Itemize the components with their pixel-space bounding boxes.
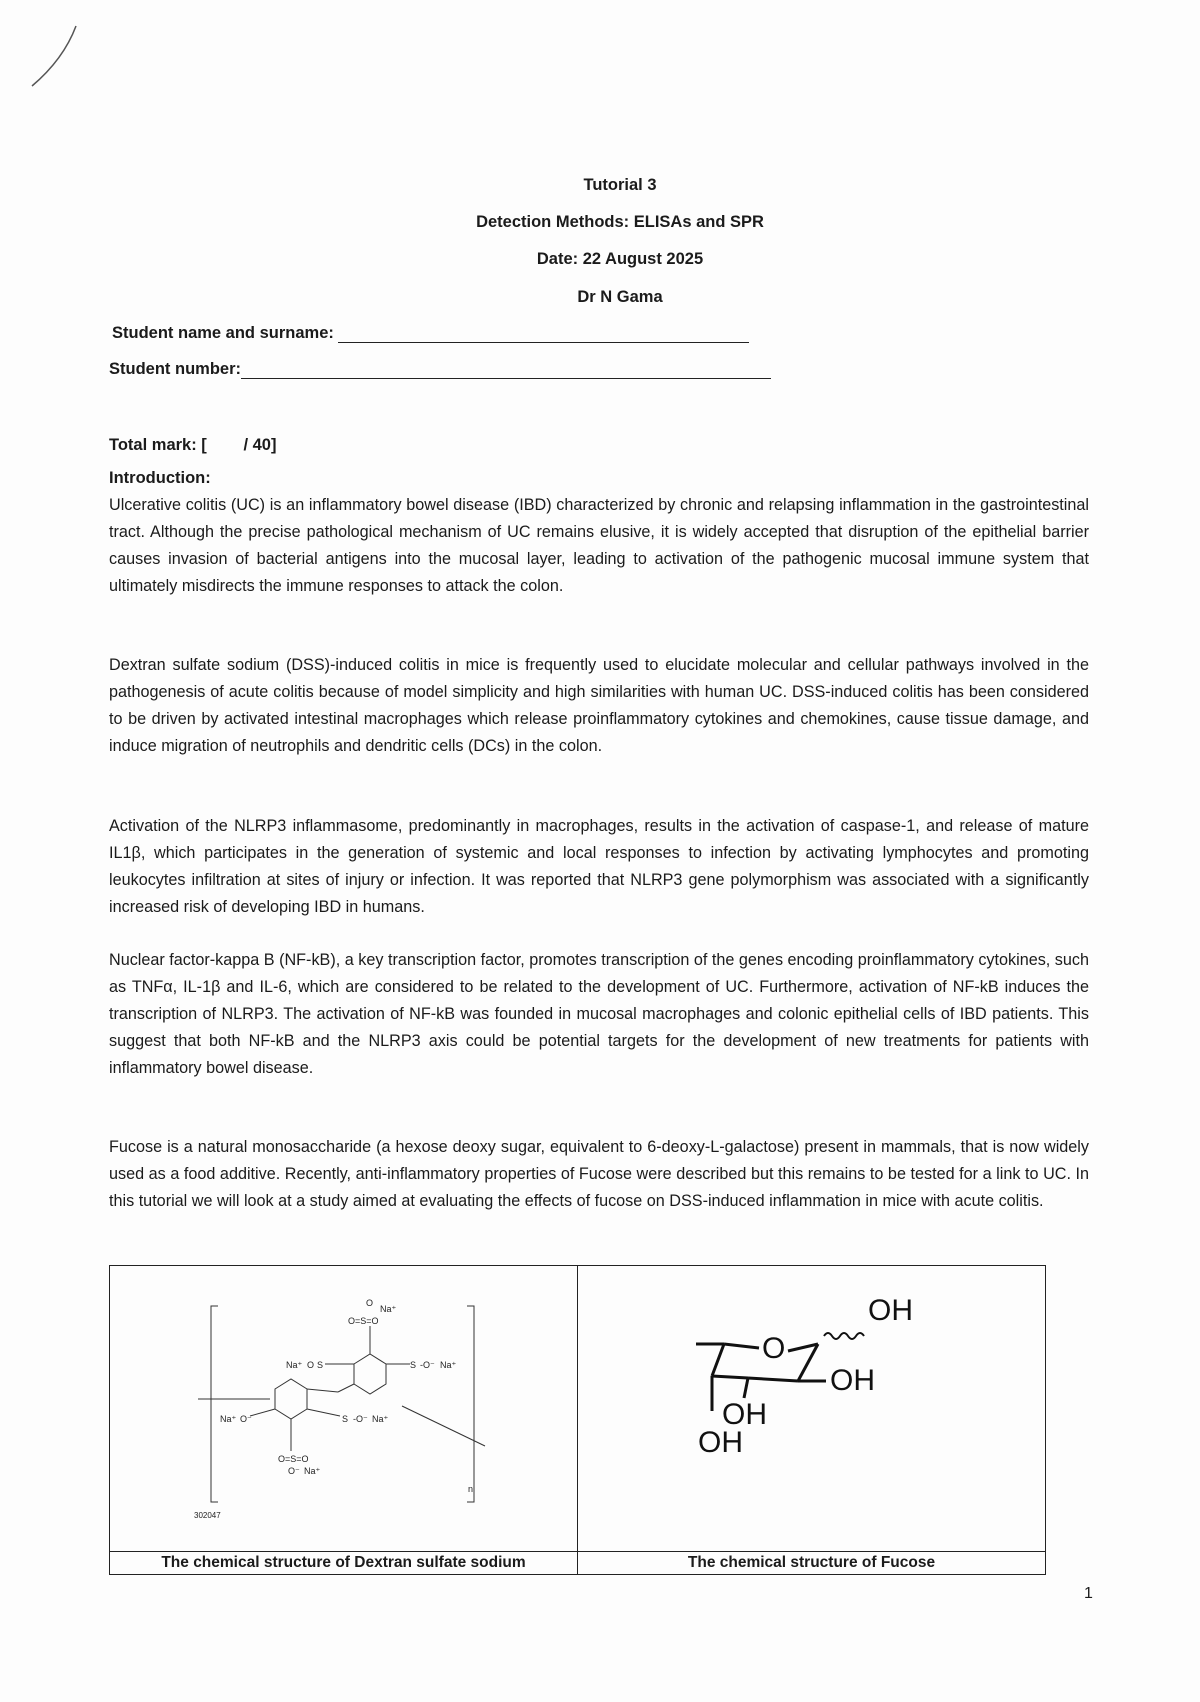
- lecturer-name: Dr N Gama: [577, 288, 663, 306]
- total-mark: Total mark: [ / 40]: [109, 436, 277, 454]
- dss-label: O: [366, 1298, 374, 1308]
- page-number: 1: [1084, 1585, 1093, 1602]
- dss-label: S: [317, 1360, 324, 1370]
- dss-label: -O⁻: [420, 1360, 435, 1370]
- student-name-row: [112, 324, 749, 343]
- dss-caption: The chemical structure of Dextran sulfate sodium: [110, 1552, 578, 1575]
- tutorial-subtitle: Detection Methods: ELISAs and SPR: [476, 213, 764, 231]
- dss-label: S: [410, 1360, 417, 1370]
- dss-code: 302047: [194, 1511, 221, 1520]
- dss-structure: [110, 1266, 576, 1546]
- dss-label: O⁻: [288, 1466, 300, 1476]
- student-number-line[interactable]: [241, 364, 771, 379]
- intro-paragraph: Activation of the NLRP3 inflammasome, predominantly in macrophages, results in the activation of caspase-1, and release of mature IL1β, which participates in the generation of systemic and local responses to infection by activating lymphocytes and promoting leukocytes infiltration at sites of injury or infection. It was reported that NLRP3 gene polymorphism was associated with a significantly increased risk of developing IBD in humans.: [109, 817, 1089, 916]
- structures-table: [109, 1265, 1046, 1575]
- student-name-label: Student name and surname:: [112, 324, 334, 342]
- fucose-label: O: [762, 1332, 786, 1365]
- student-number-row: [109, 360, 771, 379]
- fucose-label: OH: [868, 1294, 913, 1327]
- dss-label: O⁻: [240, 1414, 252, 1424]
- intro-heading: Introduction:: [109, 469, 211, 487]
- intro-paragraph: Fucose is a natural monosaccharide (a hexose deoxy sugar, equivalent to 6-deoxy-L-galactose) present in mammals, that is now widely used as a food additive. Recently, anti-inflammatory properties of Fucose were described but this remains to be tested for a link to UC. In this tutorial we will look at a study aimed at evaluating the effects of fucose on DSS-induced inflammation in mice with acute colitis.: [109, 1138, 1089, 1210]
- fucose-caption: The chemical structure of Fucose: [578, 1552, 1046, 1575]
- fucose-structure: [578, 1266, 1048, 1546]
- tutorial-title: Tutorial 3: [583, 176, 657, 194]
- intro-paragraph: Ulcerative colitis (UC) is an inflammatory bowel disease (IBD) characterized by chronic and relapsing inflammation in the gastrointestinal tract. Although the precise pathological mechanism of UC remains elusive, it is widely accepted that disruption of the epithelial barrier causes invasion of bacterial antigens into the mucosal layer, leading to activation of the pathogenic mucosal immune system that ultimately misdirects the immune responses to attack the colon.: [109, 496, 1089, 595]
- intro-paragraph: Dextran sulfate sodium (DSS)-induced colitis in mice is frequently used to elucidate molecular and cellular pathways involved in the pathogenesis of acute colitis because of model simplicity and high similarities with human UC. DSS-induced colitis has been considered to be driven by activated intestinal macrophages which release proinflammatory cytokines and chemokines, cause tissue damage, and induce migration of neutrophils and dendritic cells (DCs) in the colon.: [109, 656, 1089, 755]
- dss-structure-cell: [110, 1266, 578, 1552]
- dss-label: n: [468, 1484, 474, 1494]
- fucose-label: OH: [830, 1364, 875, 1397]
- dss-label: Na⁺: [372, 1414, 389, 1424]
- dss-label: Na⁺: [440, 1360, 457, 1370]
- dss-label: O=S=O: [348, 1316, 379, 1326]
- dss-label: Na⁺: [304, 1466, 321, 1476]
- dss-label: Na⁺: [286, 1360, 303, 1370]
- dss-label: S: [342, 1414, 349, 1424]
- dss-label: -O⁻: [353, 1414, 368, 1424]
- dss-label: Na⁺: [380, 1304, 397, 1314]
- fucose-structure-cell: [578, 1266, 1046, 1552]
- student-number-label: Student number:: [109, 360, 241, 378]
- dss-label: O=S=O: [278, 1454, 309, 1464]
- fucose-label: OH: [698, 1426, 743, 1459]
- student-name-line[interactable]: [338, 328, 749, 343]
- dss-label: O: [307, 1360, 315, 1370]
- dss-label: Na⁺: [220, 1414, 237, 1424]
- tutorial-date: Date: 22 August 2025: [536, 250, 704, 268]
- fucose-label: OH: [722, 1398, 767, 1431]
- pen-mark: [26, 20, 86, 90]
- intro-paragraph: Nuclear factor-kappa B (NF-kB), a key transcription factor, promotes transcription of the genes encoding proinflammatory cytokines, such as TNFα, IL-1β and IL-6, which are considered to be related to the development of UC. Furthermore, activation of NF-kB induces the transcription of NLRP3. The activation of NF-kB was founded in mucosal macrophages and colonic epithelial cells of IBD patients. This suggest that both NF-kB and the NLRP3 axis could be potential targets for the development of new treatments for patients with inflammatory bowel disease.: [109, 951, 1089, 1077]
